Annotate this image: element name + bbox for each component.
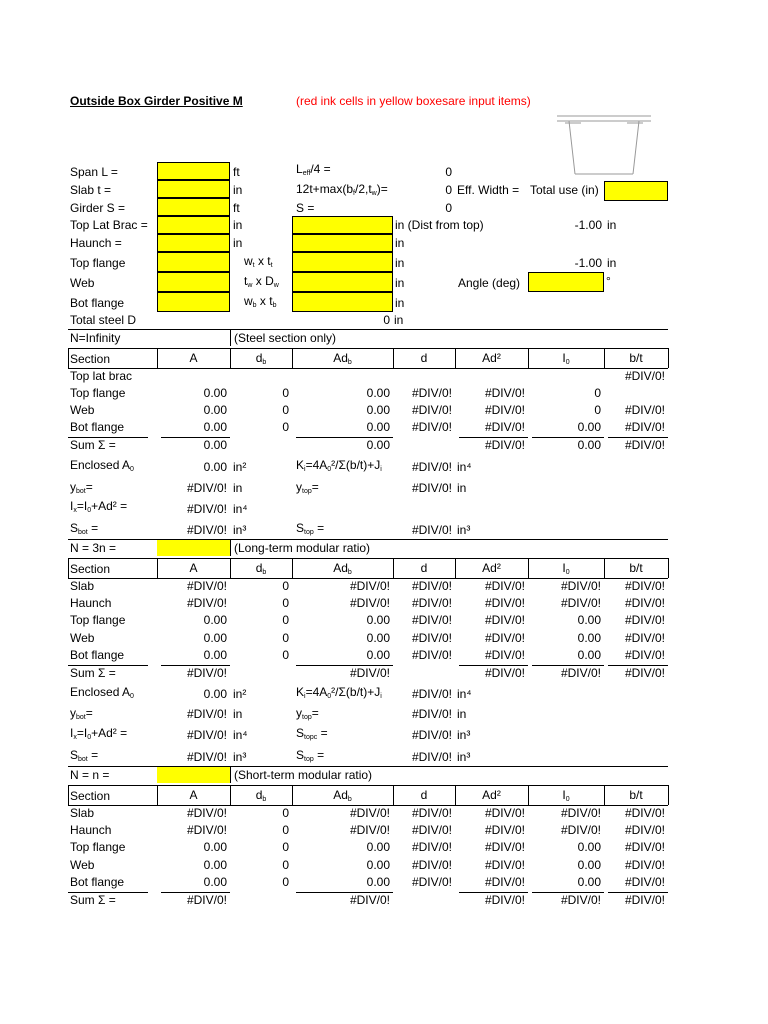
header-col-rule — [68, 558, 69, 578]
girder-label: Girder S = — [70, 201, 126, 215]
table-cell-bt: #DIV/0! — [624, 647, 665, 662]
sum-cell-adb: #DIV/0! — [349, 666, 390, 680]
sec1-stop-value: #DIV/0! — [411, 523, 452, 537]
header-bt: b/t — [629, 788, 643, 802]
header-bt: b/t — [629, 561, 643, 575]
dist-unit: in — [607, 218, 617, 232]
table-cell-db: 0 — [282, 857, 289, 872]
bf-dims-label: $w_b$ x $t_b$ — [244, 294, 277, 309]
haunch-mid-unit: in — [395, 236, 405, 250]
sec2-enclosed-label: Enclosed $A_0$ — [70, 685, 134, 700]
table-cell-io: 0.00 — [577, 647, 601, 662]
table-cell-a: 0.00 — [203, 857, 227, 872]
table-cell-bt: #DIV/0! — [624, 369, 665, 383]
table-cell-bt: #DIV/0! — [624, 579, 665, 593]
table-cell-bt: #DIV/0! — [624, 596, 665, 611]
table-cell-io: #DIV/0! — [560, 596, 601, 611]
table-cell-ad2: #DIV/0! — [484, 596, 525, 611]
header-a: A — [189, 351, 198, 365]
table-cell-d: #DIV/0! — [411, 420, 452, 434]
table-cell-ad2: #DIV/0! — [484, 806, 525, 820]
table-cell-a: 0.00 — [203, 613, 227, 628]
table-cell-adb: #DIV/0! — [349, 806, 390, 820]
table-cell-io: 0.00 — [577, 840, 601, 855]
header-d: d — [420, 351, 428, 365]
header-adb: $Ad_b$ — [333, 788, 352, 803]
table-cell-adb: 0.00 — [366, 840, 390, 855]
table-row-label: Top flange — [70, 386, 126, 400]
sum-cell-bt: #DIV/0! — [624, 893, 665, 907]
sec2-stopc-value: #DIV/0! — [411, 728, 452, 742]
dist-label: in (Dist from top) — [395, 218, 484, 232]
totaluse-label: Total use (in) — [530, 183, 599, 197]
table-cell-adb: 0.00 — [366, 613, 390, 628]
totalsteel-value: 0 — [383, 313, 390, 327]
header-col-rule — [668, 558, 669, 578]
bf-dims-input[interactable] — [292, 292, 393, 312]
sec1-ix-value: #DIV/0! — [186, 502, 227, 516]
sec3-n-label: N = n = — [70, 768, 110, 782]
header-a: A — [189, 561, 198, 575]
table-cell-d: #DIV/0! — [411, 613, 452, 628]
sec1-ybot-value: #DIV/0! — [186, 481, 227, 495]
table-cell-ad2: #DIV/0! — [484, 613, 525, 628]
totalsteel-label: Total steel D — [70, 313, 137, 327]
table-cell-adb: 0.00 — [366, 874, 390, 889]
table-cell-ad2: #DIV/0! — [484, 857, 525, 872]
sum-label: Sum Σ = — [70, 438, 116, 452]
w12t-value: 0 — [445, 183, 452, 197]
haunch-dist-input[interactable] — [292, 234, 393, 252]
tf-dims-input[interactable] — [292, 252, 393, 272]
sum-label: Sum Σ = — [70, 893, 116, 907]
sec2-ytop-unit: in — [457, 707, 467, 721]
table-cell-d: #DIV/0! — [411, 403, 452, 417]
table-cell-db: 0 — [282, 840, 289, 855]
table-row-label: Bot flange — [70, 647, 125, 662]
table-cell-io: #DIV/0! — [560, 806, 601, 820]
tf-dims-label: $w_t$ x $t_t$ — [244, 254, 273, 269]
botflange-label: Bot flange — [70, 296, 125, 310]
table-row-label: Top lat brac — [70, 369, 133, 383]
sum-cell-ad2: #DIV/0! — [484, 893, 525, 907]
table-row-label: Bot flange — [70, 874, 125, 889]
leff-label: $L_{eff}/4$ = — [296, 162, 331, 177]
sec2-sbot-value: #DIV/0! — [186, 750, 227, 764]
web-label: Web — [70, 276, 95, 290]
sec2-enclosed-value: 0.00 — [203, 687, 227, 701]
sec2-sbot-label: $S_{bot}$ = — [70, 748, 99, 763]
header-top-rule — [68, 348, 668, 349]
table-row-label: Haunch — [70, 823, 112, 838]
table-cell-a: 0.00 — [203, 647, 227, 662]
sec2-ytop-value: #DIV/0! — [411, 707, 452, 721]
table-cell-bt: #DIV/0! — [624, 403, 665, 417]
sec1-enclosed-label: Enclosed $A_0$ — [70, 458, 134, 473]
header-io: $I_0$ — [562, 561, 570, 576]
sec2-stop-value: #DIV/0! — [411, 750, 452, 764]
toplat-unit: in — [233, 218, 243, 232]
table-cell-d: #DIV/0! — [411, 823, 452, 838]
girder-input[interactable] — [157, 198, 230, 216]
header-io: $I_0$ — [562, 351, 570, 366]
botflange-input[interactable] — [157, 292, 230, 312]
table-cell-bt: #DIV/0! — [624, 857, 665, 872]
tf-mid-unit2: in — [607, 256, 617, 270]
table-cell-bt: #DIV/0! — [624, 823, 665, 838]
slab-label: Slab t = — [70, 183, 112, 197]
sec1-enclosed-value: 0.00 — [203, 460, 227, 474]
span-label: Span L = — [70, 165, 118, 179]
sec2-ybot-unit: in — [233, 707, 243, 721]
angle-label: Angle (deg) — [458, 276, 521, 290]
s-value: 0 — [445, 201, 452, 215]
header-ad2: Ad² — [482, 788, 501, 802]
web-dims-label: $t_w$ x $D_w$ — [244, 274, 279, 289]
table-row-label: Top flange — [70, 840, 126, 855]
sec1-sbot-unit: in³ — [233, 523, 247, 537]
table-cell-ad2: #DIV/0! — [484, 874, 525, 889]
table-row-label: Haunch — [70, 596, 112, 611]
table-cell-bt: #DIV/0! — [624, 630, 665, 645]
table-cell-ad2: #DIV/0! — [484, 579, 525, 593]
table-cell-adb: 0.00 — [366, 403, 390, 417]
table-cell-db: 0 — [282, 420, 289, 434]
toplat-input[interactable] — [157, 216, 230, 234]
header-section: Section — [70, 352, 111, 366]
toplat-dist-input[interactable] — [292, 216, 393, 234]
table-cell-adb: 0.00 — [366, 647, 390, 662]
sum-cell-io: 0.00 — [577, 438, 601, 452]
header-col-rule — [668, 785, 669, 805]
sec2-ybot-value: #DIV/0! — [186, 707, 227, 721]
table-cell-ad2: #DIV/0! — [484, 647, 525, 662]
table-cell-d: #DIV/0! — [411, 630, 452, 645]
table-cell-ad2: #DIV/0! — [484, 630, 525, 645]
sec1-ybot-label: $y_{bot}=$ — [70, 480, 93, 495]
sum-cell-a: #DIV/0! — [186, 666, 227, 680]
sec1-ix-label: $I_x=I_0+Ad^2$ = — [70, 499, 128, 514]
sec1-ki-label: $K_i=4A_0^2/\Sigma(b/t)+J_i$ — [296, 458, 382, 473]
sec1-ybot-unit: in — [233, 481, 243, 495]
table-cell-a: 0.00 — [203, 874, 227, 889]
sum-cell-bt: #DIV/0! — [624, 666, 665, 680]
table-cell-ad2: #DIV/0! — [484, 403, 525, 417]
sum-cell-a: 0.00 — [203, 438, 227, 452]
table-cell-bt: #DIV/0! — [624, 840, 665, 855]
table-row-label: Slab — [70, 806, 95, 820]
table-cell-bt: #DIV/0! — [624, 613, 665, 628]
sec2-note: (Long-term modular ratio) — [234, 541, 371, 555]
sum-cell-adb: #DIV/0! — [349, 893, 390, 907]
table-cell-a: 0.00 — [203, 630, 227, 645]
table-cell-d: #DIV/0! — [411, 647, 452, 662]
table-cell-d: #DIV/0! — [411, 386, 452, 400]
header-db: $d_b$ — [255, 561, 267, 576]
slab-unit: in — [233, 183, 243, 197]
header-col-rule — [68, 785, 69, 805]
table-row-label: Web — [70, 857, 95, 872]
sec2-ix-unit: in⁴ — [233, 728, 248, 742]
sec2-n-label: N = 3n = — [70, 541, 117, 555]
sec2-ix-value: #DIV/0! — [186, 728, 227, 742]
table-cell-db: 0 — [282, 874, 289, 889]
haunch-input[interactable] — [157, 234, 230, 252]
sec2-ki-label: $K_i=4A_0^2/\Sigma(b/t)+J_i$ — [296, 685, 382, 700]
sum-cell-io: #DIV/0! — [560, 893, 601, 907]
table-cell-io: 0 — [594, 386, 601, 400]
table-cell-adb: #DIV/0! — [349, 596, 390, 611]
header-col-rule — [68, 348, 69, 368]
sec1-ix-unit: in⁴ — [233, 502, 248, 516]
angle-input[interactable] — [528, 272, 604, 292]
table-cell-a: #DIV/0! — [186, 806, 227, 820]
sec2-stopc-label: $S_{topc}$ = — [296, 726, 328, 741]
span-input[interactable] — [157, 162, 230, 180]
table-cell-db: 0 — [282, 647, 289, 662]
header-section: Section — [70, 789, 111, 803]
topflange-label: Top flange — [70, 256, 126, 270]
header-top-rule — [68, 785, 668, 786]
table-cell-io: 0.00 — [577, 420, 601, 434]
table-cell-io: #DIV/0! — [560, 823, 601, 838]
sec1-stop-unit: in³ — [457, 523, 471, 537]
table-cell-ad2: #DIV/0! — [484, 823, 525, 838]
header-section: Section — [70, 562, 111, 576]
sec3-n-input[interactable] — [157, 767, 230, 783]
span-unit: ft — [233, 165, 240, 179]
header-adb: $Ad_b$ — [333, 561, 352, 576]
table-cell-db: 0 — [282, 806, 289, 820]
table-cell-a: #DIV/0! — [186, 579, 227, 593]
table-cell-io: 0 — [594, 403, 601, 417]
sec2-n-input[interactable] — [157, 540, 230, 556]
table-cell-a: #DIV/0! — [186, 596, 227, 611]
header-a: A — [189, 788, 198, 802]
table-row-label: Top flange — [70, 613, 126, 628]
table-cell-bt: #DIV/0! — [624, 874, 665, 889]
table-cell-d: #DIV/0! — [411, 806, 452, 820]
dist-value: -1.00 — [574, 218, 602, 232]
table-cell-adb: 0.00 — [366, 630, 390, 645]
table-cell-a: #DIV/0! — [186, 823, 227, 838]
web-mid-unit: in — [395, 276, 405, 290]
table-cell-adb: 0.00 — [366, 857, 390, 872]
ninf-label: N=Infinity — [70, 331, 121, 345]
sec1-sbot-label: $S_{bot}$ = — [70, 521, 99, 536]
table-cell-db: 0 — [282, 596, 289, 611]
table-cell-io: 0.00 — [577, 874, 601, 889]
table-cell-adb: 0.00 — [366, 420, 390, 434]
sum-cell-a: #DIV/0! — [186, 893, 227, 907]
table-cell-bt: #DIV/0! — [624, 806, 665, 820]
sum-cell-adb: 0.00 — [366, 438, 390, 452]
table-cell-io: 0.00 — [577, 613, 601, 628]
header-top-rule — [68, 558, 668, 559]
sheet-title: Outside Box Girder Positive M — [70, 94, 243, 108]
sec1-note: (Steel section only) — [234, 331, 337, 345]
table-cell-d: #DIV/0! — [411, 596, 452, 611]
table-cell-ad2: #DIV/0! — [484, 420, 525, 434]
table-cell-adb: #DIV/0! — [349, 579, 390, 593]
sum-cell-io: #DIV/0! — [560, 666, 601, 680]
sec1-enclosed-unit: in² — [233, 460, 247, 474]
table-cell-db: 0 — [282, 823, 289, 838]
table-cell-io: 0.00 — [577, 857, 601, 872]
sec3-note: (Short-term modular ratio) — [234, 768, 373, 782]
table-cell-adb: 0.00 — [366, 386, 390, 400]
sec2-ki-value: #DIV/0! — [411, 687, 452, 701]
sum-cell-ad2: #DIV/0! — [484, 666, 525, 680]
sec1-ytop-label: $y_{top}=$ — [296, 480, 319, 495]
girder-unit: ft — [233, 201, 240, 215]
header-col-rule — [668, 348, 669, 368]
sec1-ki-unit: in⁴ — [457, 460, 472, 474]
haunch-unit: in — [233, 236, 243, 250]
totaluse-input[interactable] — [604, 181, 668, 201]
table-row-label: Bot flange — [70, 420, 125, 434]
header-d: d — [420, 788, 428, 802]
box-girder-sketch — [555, 104, 655, 180]
table-cell-db: 0 — [282, 403, 289, 417]
sec1-ytop-unit: in — [457, 481, 467, 495]
s-label: S = — [296, 201, 315, 215]
sec2-enclosed-unit: in² — [233, 687, 247, 701]
sec1-stop-label: $S_{top}$ = — [296, 521, 325, 536]
table-cell-db: 0 — [282, 613, 289, 628]
table-cell-db: 0 — [282, 386, 289, 400]
sec2-stopc-unit: in³ — [457, 728, 471, 742]
table-cell-a: 0.00 — [203, 420, 227, 434]
effwidth-label: Eff. Width = — [457, 183, 520, 197]
header-db: $d_b$ — [255, 788, 267, 803]
table-cell-d: #DIV/0! — [411, 857, 452, 872]
sec2-ki-unit: in⁴ — [457, 687, 472, 701]
tf-mid-unit: in — [395, 256, 405, 270]
table-cell-io: #DIV/0! — [560, 579, 601, 593]
table-row-label: Web — [70, 630, 95, 645]
haunch-label: Haunch = — [70, 236, 122, 250]
header-db: $d_b$ — [255, 351, 267, 366]
sec1-ki-value: #DIV/0! — [411, 460, 452, 474]
topflange-input[interactable] — [157, 252, 230, 272]
totalsteel-unit: in — [394, 313, 404, 327]
table-cell-io: 0.00 — [577, 630, 601, 645]
table-row-label: Web — [70, 403, 95, 417]
table-cell-d: #DIV/0! — [411, 874, 452, 889]
sec1-sbot-value: #DIV/0! — [186, 523, 227, 537]
sum-cell-ad2: #DIV/0! — [484, 438, 525, 452]
header-d: d — [420, 561, 428, 575]
degree-symbol: ° — [606, 274, 611, 288]
table-cell-d: #DIV/0! — [411, 579, 452, 593]
table-cell-ad2: #DIV/0! — [484, 386, 525, 400]
table-cell-ad2: #DIV/0! — [484, 840, 525, 855]
header-bottom-rule — [68, 368, 668, 369]
header-ad2: Ad² — [482, 561, 501, 575]
header-bt: b/t — [629, 351, 643, 365]
table-cell-db: 0 — [282, 630, 289, 645]
slab-input[interactable] — [157, 180, 230, 198]
sec2-ytop-label: $y_{top}=$ — [296, 706, 319, 721]
bf-mid-unit: in — [395, 296, 405, 310]
table-cell-db: 0 — [282, 579, 289, 593]
w12t-label: $12t+\max(b_f/2,t_w)=$ — [296, 182, 388, 197]
table-cell-a: 0.00 — [203, 386, 227, 400]
sec2-ybot-label: $y_{bot}=$ — [70, 706, 93, 721]
header-io: $I_0$ — [562, 788, 570, 803]
leff-value: 0 — [445, 165, 452, 179]
web-input[interactable] — [157, 272, 230, 292]
sec1-ytop-value: #DIV/0! — [411, 481, 452, 495]
header-adb: $Ad_b$ — [333, 351, 352, 366]
sum-label: Sum Σ = — [70, 666, 116, 680]
sec2-ix-label: $I_x=I_0+Ad^2$ = — [70, 726, 128, 741]
toplat-label: Top Lat Brac = — [70, 218, 148, 232]
table-cell-adb: #DIV/0! — [349, 823, 390, 838]
sec2-stop-unit: in³ — [457, 750, 471, 764]
table-cell-d: #DIV/0! — [411, 840, 452, 855]
table-row-label: Slab — [70, 579, 95, 593]
header-ad2: Ad² — [482, 351, 501, 365]
table-cell-a: 0.00 — [203, 403, 227, 417]
sec2-stop-label: $S_{top}$ = — [296, 748, 325, 763]
table-cell-a: 0.00 — [203, 840, 227, 855]
sec2-sbot-unit: in³ — [233, 750, 247, 764]
web-dims-input[interactable] — [292, 272, 393, 292]
table-cell-bt: #DIV/0! — [624, 420, 665, 434]
input-note: (red ink cells in yellow boxesare input items) — [296, 94, 531, 108]
tf-mid-value: -1.00 — [574, 256, 602, 270]
sum-cell-bt: #DIV/0! — [624, 438, 665, 452]
